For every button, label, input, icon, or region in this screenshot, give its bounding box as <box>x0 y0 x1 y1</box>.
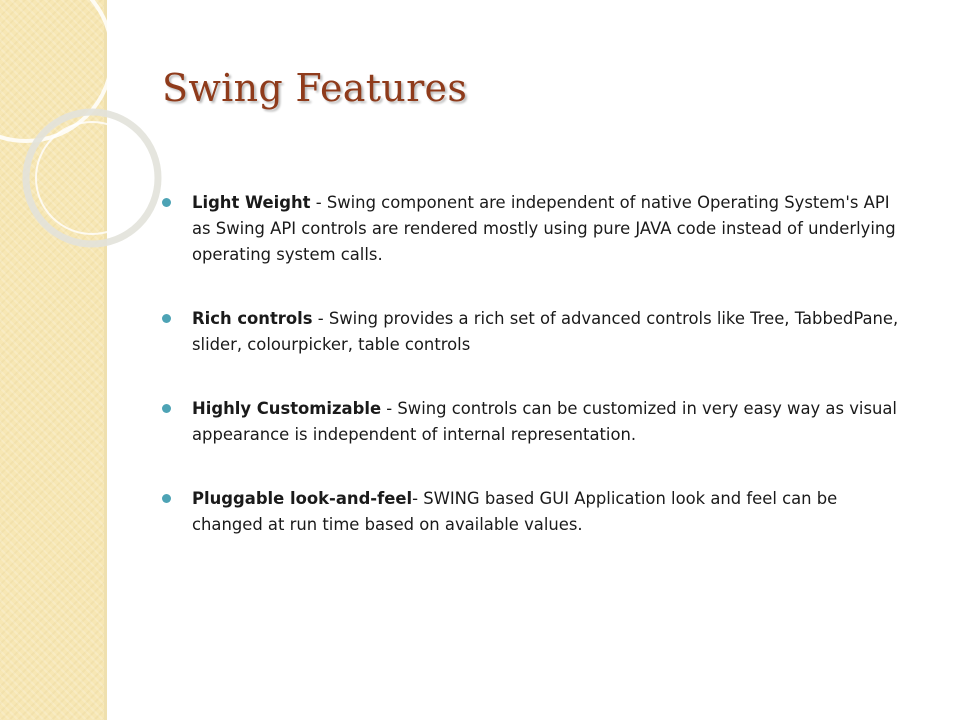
bullet-dot-icon <box>162 314 171 323</box>
feature-item-pluggable-look-and-feel <box>162 486 902 538</box>
feature-term: Light Weight <box>192 193 311 212</box>
feature-term: Rich controls <box>192 309 313 328</box>
bullet-dot-icon <box>162 198 171 207</box>
feature-term: Pluggable look-and-feel <box>192 489 413 508</box>
feature-description: - SWING based GUI Application look and feel can be changed at run time based on available values. <box>192 489 838 534</box>
feature-description: - Swing provides a rich set of advanced controls like Tree, TabbedPane, slider, colourpicker, table controls <box>192 309 899 354</box>
feature-item-highly-customizable <box>162 396 902 448</box>
feature-term: Highly Customizable <box>192 399 382 418</box>
bullet-dot-icon <box>162 404 171 413</box>
bullet-dot-icon <box>162 494 171 503</box>
slide-title: Swing Features <box>162 66 468 110</box>
feature-description: - Swing component are independent of native Operating System's API as Swing API controls are rendered mostly using pure JAVA code instead of underlying operating system calls. <box>192 193 896 264</box>
feature-item-light-weight <box>162 190 902 268</box>
feature-item-rich-controls <box>162 306 902 358</box>
feature-description: - Swing controls can be customized in very easy way as visual appearance is independent of internal representation. <box>192 399 897 444</box>
feature-list <box>162 190 902 576</box>
